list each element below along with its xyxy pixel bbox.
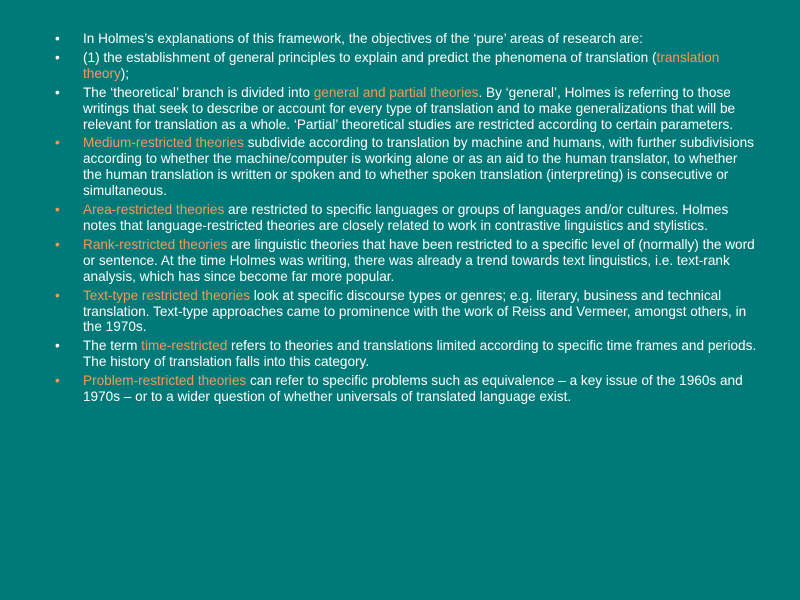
bullet-item: [50, 338, 760, 370]
bullet-text: . By ‘general’, Holmes is referring to those writings that seek to describe or account for every type of translation and to make generalizations that will be relevant for translation as a whole. ‘Partial’ theoretical studies are restricted according to certain parameters.: [83, 84, 736, 132]
bullet-item: [50, 202, 760, 234]
bullet-text: refers to theories and translations limited according to specific time frames and periods. The history of translation falls into this category.: [83, 338, 757, 370]
highlighted-term: Rank-restricted theories: [83, 236, 228, 252]
bullet-item: [50, 50, 760, 82]
bullet-text: subdivide according to translation by machine and humans, with further subdivisions according to whether the machine/computer is working alone or as an aid to the human translator, to whether the human translation is written or spoken and to whether spoken translation (interpreting) is consecutive or simultaneous.: [83, 135, 754, 199]
bullet-text: In Holmes’s explanations of this framework, the objectives of the ‘pure’ areas of research are:: [83, 31, 643, 46]
bullet-item: [50, 237, 760, 285]
bullet-text: The term: [83, 338, 142, 354]
bullet-text: );: [120, 65, 130, 81]
highlighted-term: Text-type restricted theories: [83, 287, 250, 303]
highlighted-term: Medium-restricted theories: [83, 135, 244, 151]
highlighted-term: Problem-restricted theories: [83, 373, 247, 389]
bullet-text: The ‘theoretical’ branch is divided into: [83, 84, 314, 100]
bullet-text: are restricted to specific languages or groups of languages and/or cultures. Holmes notes that language-restricted theories are closely related to work in contrastive linguistics and stylistics.: [83, 202, 729, 233]
highlighted-term: translation theory: [83, 49, 720, 81]
bullet-text: look at specific discourse types or genres; e.g. literary, business and technical translation. Text-type approaches came to prominence with the work of Reiss and Vermeer, amongst others, in the 1970s.: [83, 287, 747, 335]
bullet-text: (1) the establishment of general principles to explain and predict the phenomena of translation (: [83, 49, 657, 65]
bullet-item: [50, 135, 760, 199]
bullet-text: are linguistic theories that have been restricted to a specific level of (normally) the word or sentence. At the time Holmes was writing, there was already a trend towards text linguistics, i.e. text-rank analysis, which has since become far more popular.: [83, 236, 755, 284]
highlighted-term: general and partial theories: [313, 84, 479, 100]
bullet-item: [50, 373, 760, 405]
bullet-item: [50, 85, 760, 133]
highlighted-term: time-restricted: [141, 338, 228, 354]
highlighted-term: Area-restricted theories: [83, 202, 225, 218]
bullet-item: [50, 288, 760, 336]
bullet-list: [50, 31, 760, 408]
bullet-text: can refer to specific problems such as equivalence – a key issue of the 1960s and 1970s – or to a wider question of whether universals of translated language exist.: [83, 373, 743, 405]
bullet-item: [50, 31, 760, 47]
